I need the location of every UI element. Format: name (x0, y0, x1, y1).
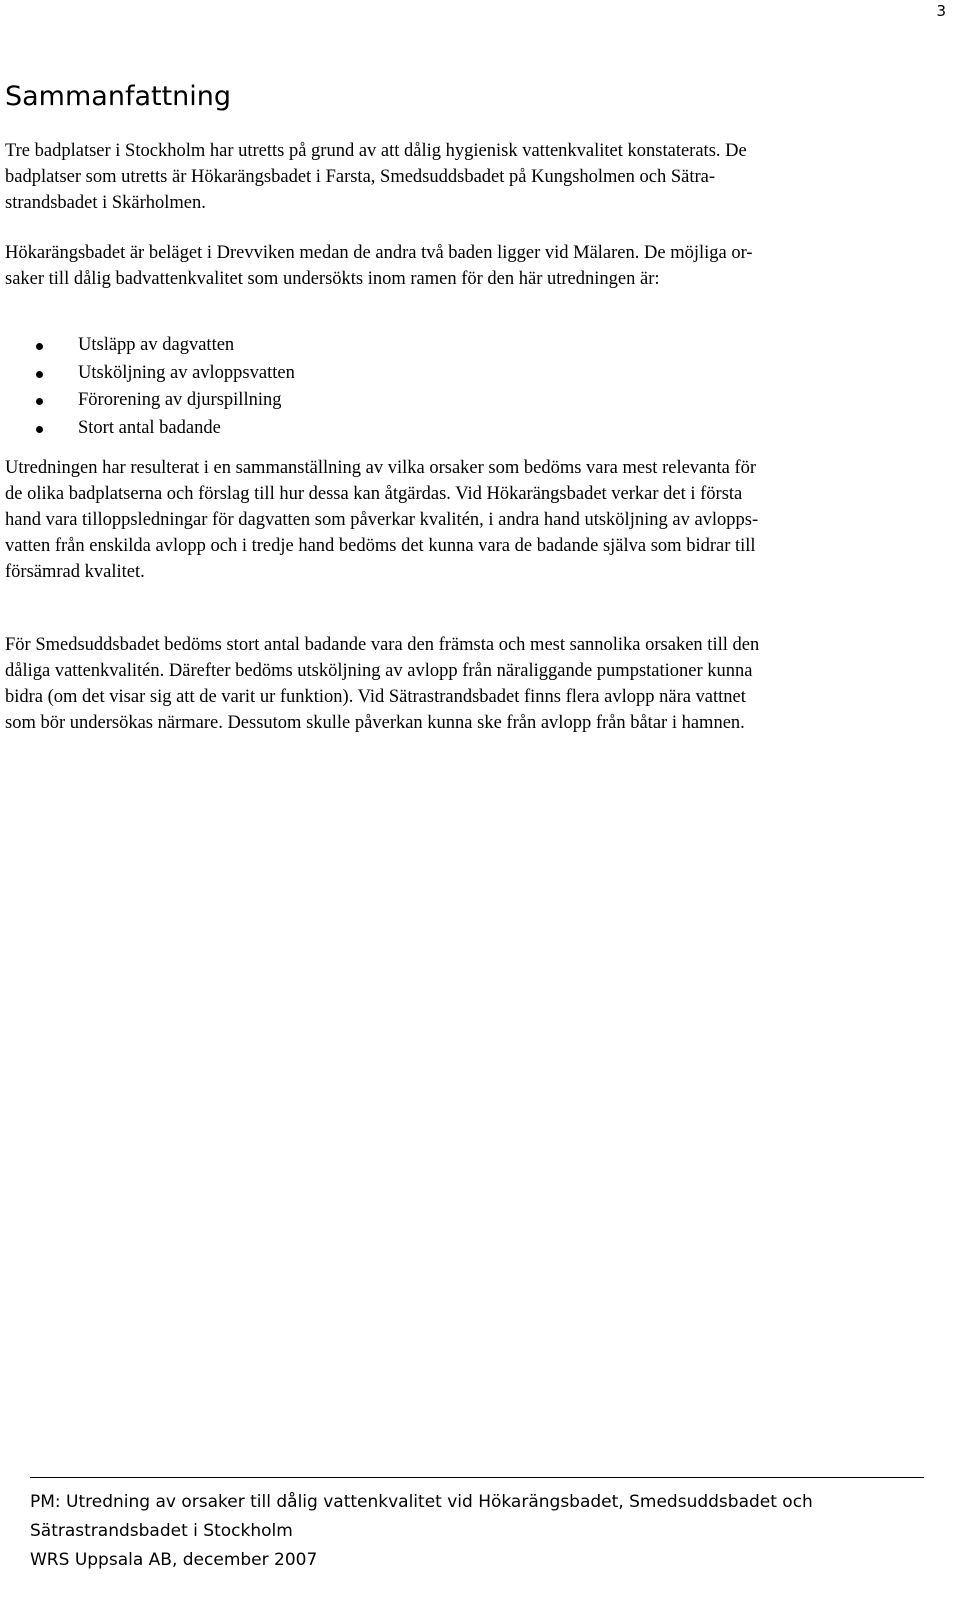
bullet-icon (36, 371, 43, 378)
text-line: hand vara tilloppsledningar för dagvatten som påverkar kvalitén, i andra hand utsköljning av avlopps- (5, 510, 759, 530)
list-item-text: Stort antal badande (78, 417, 221, 438)
footer (30, 1488, 813, 1575)
footer-divider (30, 1477, 924, 1478)
bullet-icon (36, 343, 43, 350)
list-item-text: Utsläpp av dagvatten (78, 335, 235, 355)
text-line: Hökarängsbadet är beläget i Drevviken medan de andra två baden ligger vid Mälaren. De möjliga or- (5, 243, 753, 263)
page-number: 3 (936, 2, 946, 20)
text-line: strandsbadet i Skärholmen. (5, 193, 206, 213)
text-line: dåliga vattenkvalitén. Därefter bedöms utsköljning av avlopp från näraliggande pumpstationer kunna (5, 661, 753, 681)
text-line: bidra (om det visar sig att de varit ur funktion). Vid Sätrastrandsbadet finns flera avlopp nära vattnet (5, 687, 746, 707)
paragraph-smedsudd (5, 632, 759, 736)
list-item-text: Förorening av djurspillning (78, 390, 282, 410)
footer-line: PM: Utredning av orsaker till dålig vattenkvalitet vid Hökarängsbadet, Smedsuddsbadet och (30, 1492, 813, 1512)
paragraph-results (5, 455, 758, 585)
text-line: badplatser som utretts är Hökarängsbadet i Farsta, Smedsuddsbadet på Kungsholmen och Sätra- (5, 167, 716, 187)
footer-line: WRS Uppsala AB, december 2007 (30, 1550, 318, 1570)
list-item (0, 332, 295, 360)
text-line: Utredningen har resulterat i en sammanställning av vilka orsaker som bedöms vara mest relevanta för (5, 458, 757, 478)
text-line: Tre badplatser i Stockholm har utretts på grund av att dålig hygienisk vattenkvalitet konstaterats. De (5, 141, 747, 161)
text-line: försämrad kvalitet. (5, 562, 145, 582)
text-line: För Smedsuddsbadet bedöms stort antal badande vara den främsta och mest sannolika orsaken till den (5, 635, 760, 655)
paragraph-location (5, 240, 753, 292)
section-heading: Sammanfattning (5, 81, 232, 112)
text-line: som bör undersökas närmare. Dessutom skulle påverkan kunna ske från avlopp från båtar i hamnen. (5, 713, 745, 733)
text-line: saker till dålig badvattenkvalitet som undersökts inom ramen för den här utredningen är: (5, 269, 660, 289)
list-item-text: Utsköljning av avloppsvatten (78, 362, 295, 383)
list-item (0, 415, 295, 443)
list-item (0, 360, 295, 388)
cause-list (0, 332, 295, 442)
text-line: de olika badplatserna och förslag till hur dessa kan åtgärdas. Vid Hökarängsbadet verkar det i första (5, 484, 743, 504)
paragraph-intro (5, 138, 747, 216)
footer-line: Sätrastrandsbadet i Stockholm (30, 1521, 293, 1541)
bullet-icon (36, 398, 43, 405)
bullet-icon (36, 426, 43, 433)
text-line: vatten från enskilda avlopp och i tredje hand bedöms det kunna vara de badande själva som bidrar till (5, 536, 756, 556)
list-item (0, 387, 295, 415)
